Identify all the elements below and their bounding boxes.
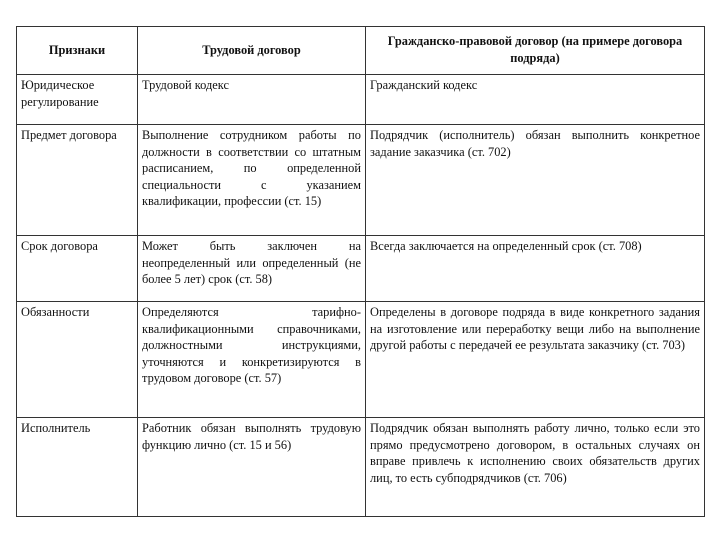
table-row (17, 418, 705, 517)
civil-cell: Всегда заключается на определенный срок (ст. 708) (366, 236, 705, 302)
civil-cell: Определены в договоре подряда в виде конкретного задания на изготовление или переработку вещи либо на выполнение другой работы с передачей ее результата заказчику (ст. 703) (366, 302, 705, 418)
feature-cell: Исполнитель (17, 418, 138, 517)
civil-cell: Подрядчик (исполнитель) обязан выполнить конкретное задание заказчика (ст. 702) (366, 125, 705, 236)
table-row (17, 302, 705, 418)
header-features: Признаки (17, 27, 138, 75)
feature-cell: Юридическое регулирование (17, 75, 138, 125)
labor-cell: Выполнение сотрудником работы по должности в соответствии со штатным расписанием, по определенной специальности с указанием квалификации, профессии (ст. 15) (138, 125, 366, 236)
labor-cell: Может быть заключен на неопределенный или определенный (не более 5 лет) срок (ст. 58) (138, 236, 366, 302)
table-header-row (17, 27, 705, 75)
header-labor-contract: Трудовой договор (138, 27, 366, 75)
labor-cell: Трудовой кодекс (138, 75, 366, 125)
civil-cell: Гражданский кодекс (366, 75, 705, 125)
table-row (17, 75, 705, 125)
table-row (17, 125, 705, 236)
civil-cell: Подрядчик обязан выполнять работу лично, только если это прямо предусмотрено договором, в остальных случаях он вправе привлечь к исполнению своих обязательств других лиц, то есть субподрядчиков (ст. 706) (366, 418, 705, 517)
comparison-table (16, 26, 705, 517)
labor-cell: Определяются тарифно-квалификационными справочниками, должностными инструкциями, уточняются и конкретизируются в трудовом договоре (ст. 57) (138, 302, 366, 418)
feature-cell: Обязанности (17, 302, 138, 418)
feature-cell: Срок договора (17, 236, 138, 302)
labor-cell: Работник обязан выполнять трудовую функцию лично (ст. 15 и 56) (138, 418, 366, 517)
feature-cell: Предмет договора (17, 125, 138, 236)
table-row (17, 236, 705, 302)
header-civil-contract: Гражданско-правовой договор (на примере договора подряда) (366, 27, 705, 75)
